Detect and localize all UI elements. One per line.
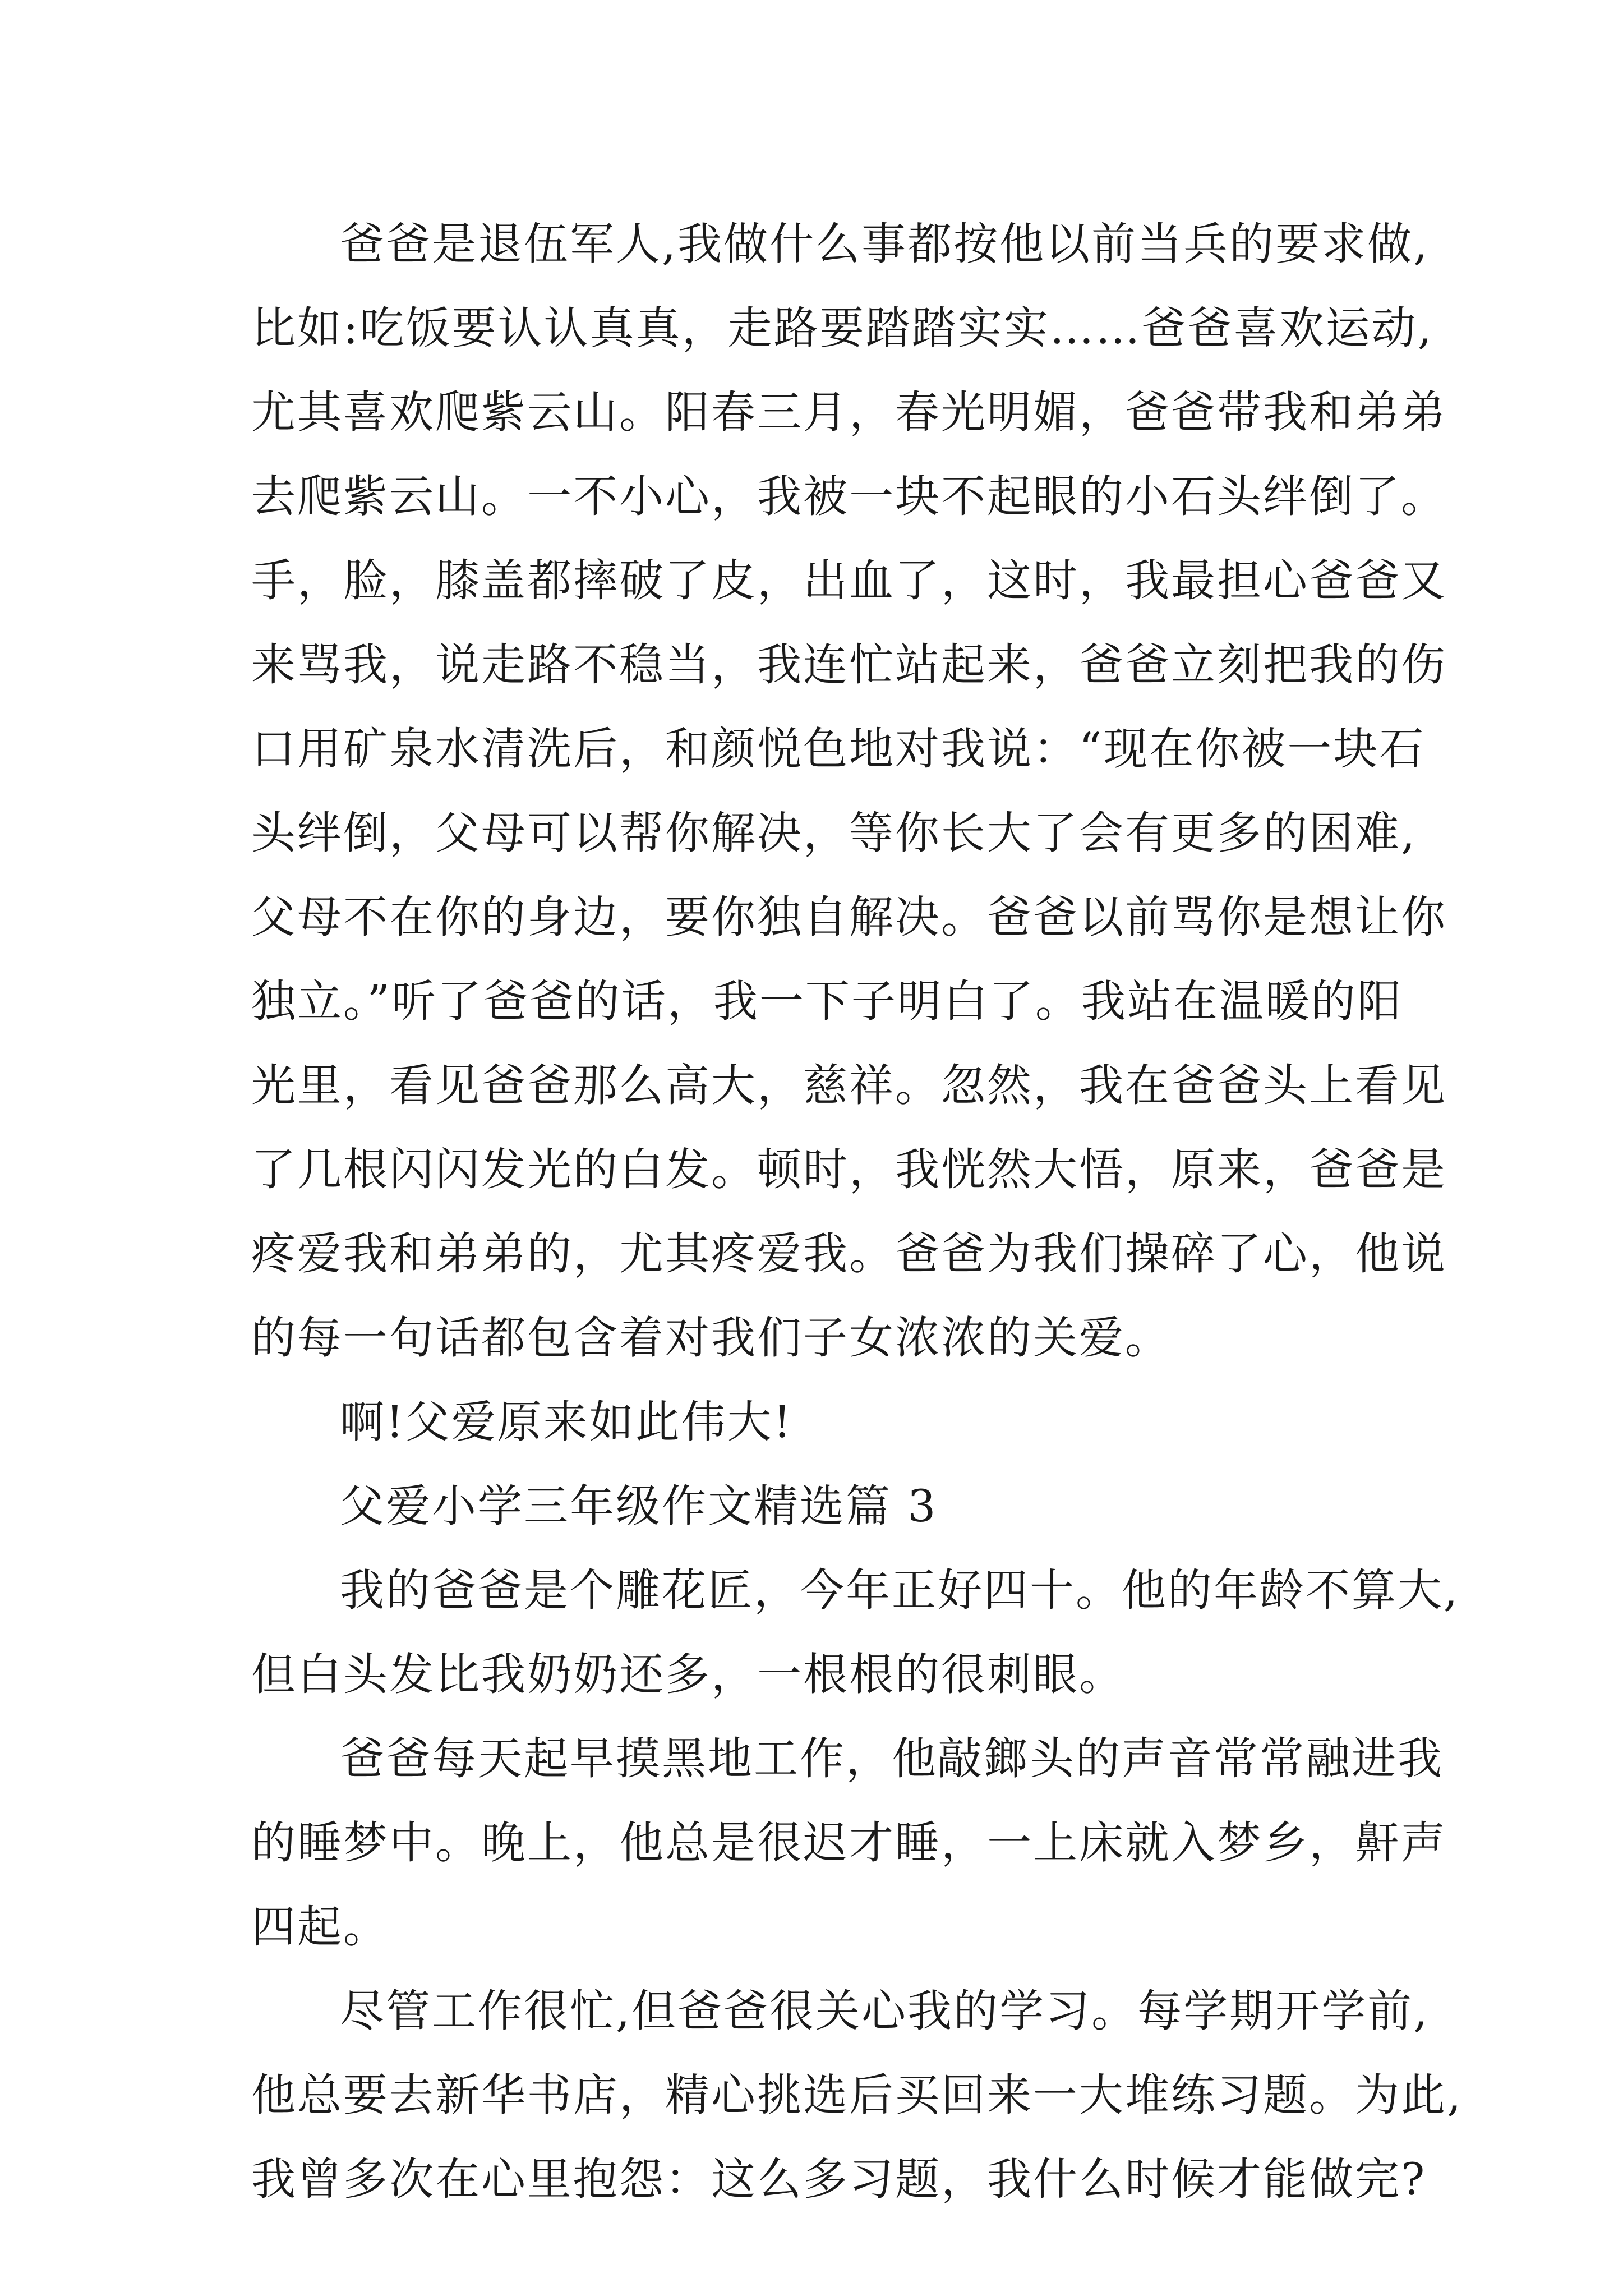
section-heading: 父爱小学三年级作文精选篇 3: [340, 1480, 938, 1532]
text-line: 四起。: [251, 1901, 389, 1953]
text-line: 手，脸，膝盖都摔破了皮，出血了，这时，我最担心爸爸又: [251, 555, 1447, 606]
text-line: 比如:吃饭要认认真真，走路要踏踏实实……爸爸喜欢运动,: [251, 302, 1433, 354]
text-line: 我的爸爸是个雕花匠，今年正好四十。他的年龄不算大,: [340, 1565, 1460, 1616]
text-line: 尤其喜欢爬紫云山。阳春三月，春光明媚，爸爸带我和弟弟: [251, 386, 1447, 438]
text-line: 啊!父爱原来如此伟大!: [340, 1396, 793, 1448]
text-line: 爸爸是退伍军人,我做什么事都按他以前当兵的要求做,: [340, 218, 1430, 270]
text-line: 的睡梦中。晚上，他总是很迟才睡，一上床就入梦乡，鼾声: [251, 1817, 1447, 1869]
text-line: 口用矿泉水清洗后，和颜悦色地对我说：“现在你被一块石: [251, 723, 1426, 775]
text-line: 光里，看见爸爸那么高大，慈祥。忽然，我在爸爸头上看见: [251, 1060, 1447, 1111]
text-line: 了几根闪闪发光的白发。顿时，我恍然大悟，原来，爸爸是: [251, 1144, 1447, 1195]
text-line: 但白头发比我奶奶还多，一根根的很刺眼。: [251, 1649, 1125, 1700]
text-line: 父母不在你的身边，要你独自解决。爸爸以前骂你是想让你: [251, 891, 1447, 943]
text-line: 去爬紫云山。一不小心，我被一块不起眼的小石头绊倒了。: [251, 471, 1447, 522]
text-line: 独立。”听了爸爸的话，我一下子明白了。我站在温暖的阳: [251, 976, 1403, 1027]
text-line: 我曾多次在心里抱怨：这么多习题，我什么时候才能做完?: [251, 2154, 1427, 2205]
text-line: 的每一句话都包含着对我们子女浓浓的关爱。: [251, 1312, 1171, 1364]
essay-body: [251, 202, 1463, 2221]
text-line: 他总要去新华书店，精心挑选后买回来一大堆练习题。为此,: [251, 2069, 1463, 2121]
text-line: 爸爸每天起早摸黑地工作，他敲鎯头的声音常常融进我: [340, 1733, 1444, 1784]
text-line: 头绊倒，父母可以帮你解决，等你长大了会有更多的困难,: [251, 807, 1417, 859]
text-line: 来骂我，说走路不稳当，我连忙站起来，爸爸立刻把我的伤: [251, 639, 1447, 691]
text-line: 疼爱我和弟弟的，尤其疼爱我。爸爸为我们操碎了心，他说: [251, 1228, 1447, 1280]
text-line: 尽管工作很忙,但爸爸很关心我的学习。每学期开学前,: [340, 1985, 1430, 2037]
